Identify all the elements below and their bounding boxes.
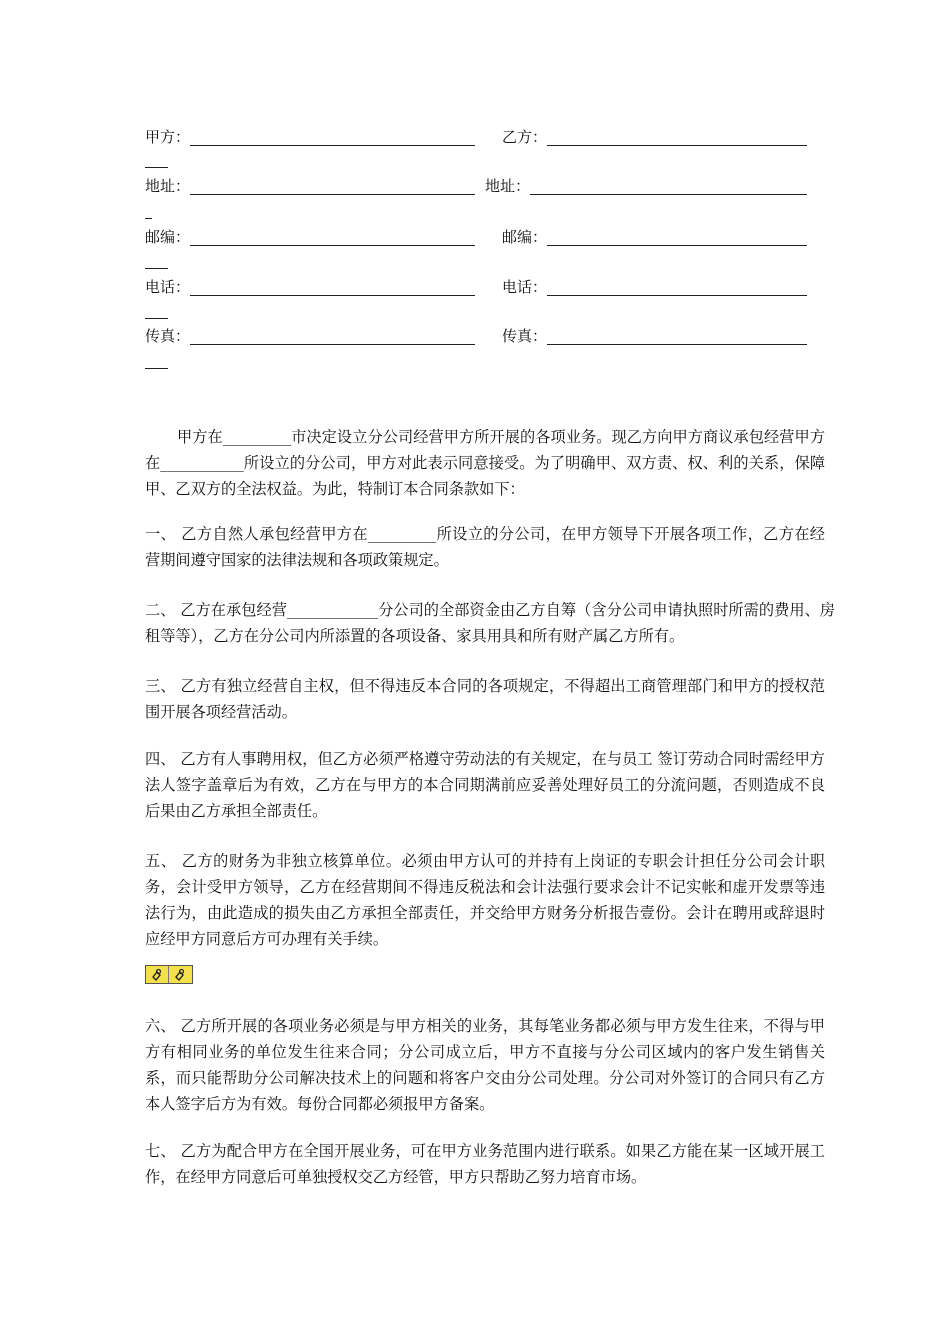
address-a-blank: [190, 194, 475, 195]
party-b-label: 乙方：: [502, 128, 548, 146]
link-icon[interactable]: [146, 966, 169, 983]
party-b-blank: [547, 145, 807, 146]
phone-a-label: 电话：: [145, 278, 191, 296]
postcode-b-blank: [547, 245, 807, 246]
phone-a-blank: [190, 295, 475, 296]
fax-a-label: 传真：: [145, 327, 191, 345]
clause-5: 五、 乙方的财务为非独立核算单位。必须由甲方认可的并持有上岗证的专职会计担任分公司会计职务，会计受甲方领导，乙方在经营期间不得违反税法和会计法强行要求会计不记实帐和虚开发票等违法行为，由此造成的损失由乙方承担全部责任，并交给甲方财务分析报告壹份。会计在聘用或辞退时应经甲方同意后方可办理有关手续。: [145, 852, 825, 948]
fax-b-label: 传真：: [502, 327, 548, 345]
wrap-line: [145, 368, 168, 369]
postcode-a-blank: [190, 245, 475, 246]
clause-4: 四、 乙方有人事聘用权，但乙方必须严格遵守劳动法的有关规定，在与员工 签订劳动合同时需经甲方法人签字盖章后为有效，乙方在与甲方的本合同期满前应妥善处理好员工的分流问题，否则造成不良后果由乙方承担全部责任。: [145, 750, 825, 820]
link-icon[interactable]: [169, 966, 191, 983]
party-a-blank: [190, 145, 475, 146]
postcode-a-label: 邮编：: [145, 228, 191, 246]
address-b-blank: [530, 194, 807, 195]
clause-3: 三、 乙方有独立经营自主权，但不得违反本合同的各项规定，不得超出工商管理部门和甲方的授权范围开展各项经营活动。: [145, 677, 825, 721]
phone-b-label: 电话：: [502, 278, 548, 296]
embedded-object-icons[interactable]: [145, 965, 193, 984]
address-b-label: 地址：: [485, 177, 531, 195]
wrap-line: [145, 218, 152, 219]
party-a-label: 甲方：: [145, 128, 191, 146]
wrap-line: [145, 318, 168, 319]
clause-7: 七、 乙方为配合甲方在全国开展业务，可在甲方业务范围内进行联系。如果乙方能在某一区域开展工作，在经甲方同意后可单独授权交乙方经管，甲方只帮助乙努力培育市场。: [145, 1142, 825, 1186]
wrap-line: [145, 268, 168, 269]
clause-6: 六、 乙方所开展的各项业务必须是与甲方相关的业务，其每笔业务都必须与甲方发生往来，不得与甲方有相同业务的单位发生往来合同；分公司成立后，甲方不直接与分公司区域内的客户发生销售关系，而只能帮助分公司解决技术上的问题和将客户交由分公司处理。分公司对外签订的合同只有乙方本人签字后方为有效。每份合同都必须报甲方备案。: [145, 1017, 825, 1113]
intro-paragraph: 甲方在_________市决定设立分公司经营甲方所开展的各项业务。现乙方向甲方商议承包经营甲方在___________所设立的分公司，甲方对此表示同意接受。为了明确甲、双方责、权、利的关系，保障甲、乙双方的全法权益。为此，特制订本合同条款如下：: [145, 428, 825, 498]
wrap-line: [145, 167, 168, 168]
clause-2: 二、 乙方在承包经营____________分公司的全部资金由乙方自筹（含分公司申请执照时所需的费用、房租等等），乙方在分公司内所添置的各项设备、家具用具和所有财产属乙方所有。: [145, 601, 835, 645]
postcode-b-label: 邮编：: [502, 228, 548, 246]
phone-b-blank: [547, 295, 807, 296]
address-a-label: 地址：: [145, 177, 191, 195]
fax-a-blank: [190, 344, 475, 345]
fax-b-blank: [547, 344, 807, 345]
clause-1: 一、 乙方自然人承包经营甲方在_________所设立的分公司，在甲方领导下开展各项工作，乙方在经营期间遵守国家的法律法规和各项政策规定。: [145, 525, 825, 569]
